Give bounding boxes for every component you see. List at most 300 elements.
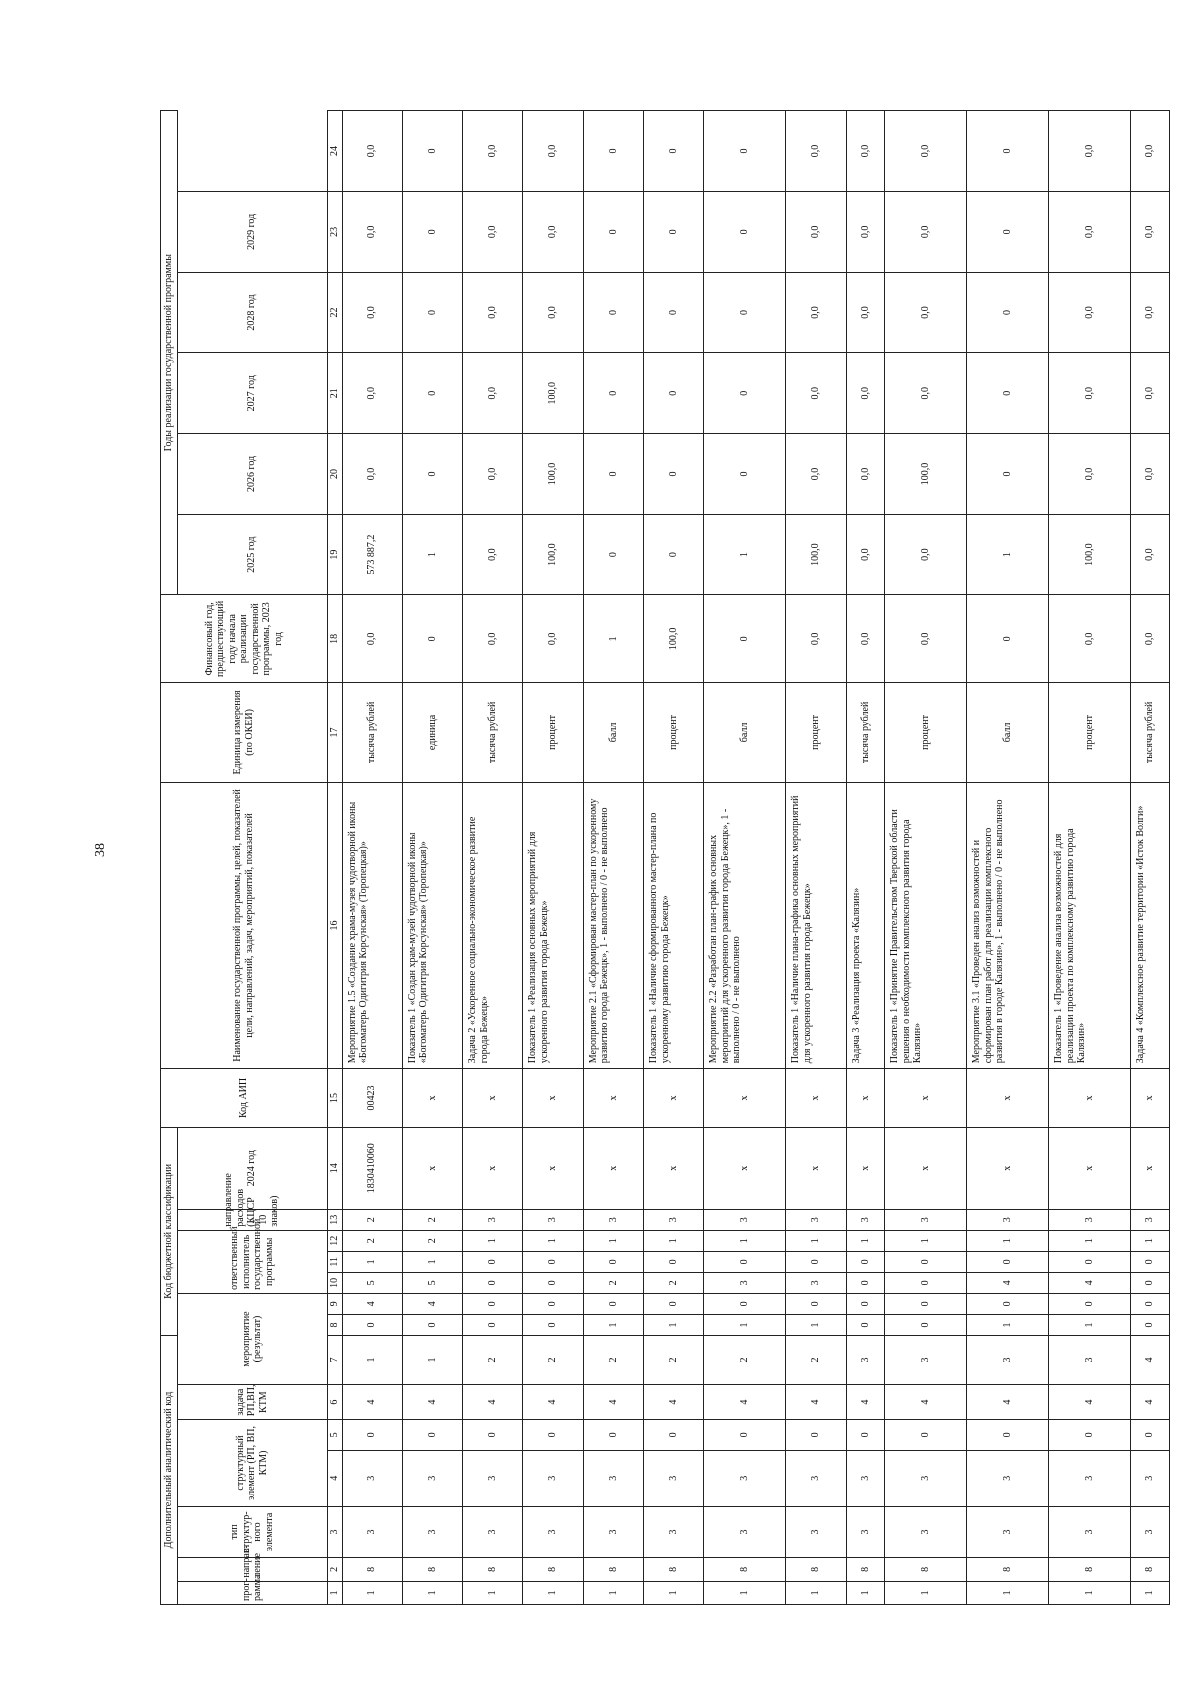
year-value-cell: 0 (967, 111, 1049, 192)
code-cell: 3 (644, 1506, 704, 1557)
unit-cell: процент (644, 683, 704, 782)
code-cell: 1 (342, 1581, 402, 1604)
code-cell: 1 (644, 1230, 704, 1251)
year-value-cell: 0,0 (786, 434, 846, 515)
code-cell: 3 (846, 1209, 885, 1230)
year-value-cell: 0,0 (463, 111, 523, 192)
code-cell: 2 (644, 1272, 704, 1293)
year-value-cell: 0 (644, 434, 704, 515)
year-value-cell: 1 (704, 514, 786, 595)
year-value-cell: 100,0 (523, 353, 583, 434)
column-number: 21 (327, 353, 342, 434)
year-value-cell: 0 (704, 111, 786, 192)
year-value-cell: 0 (402, 191, 462, 272)
code-cell: 4 (786, 1385, 846, 1420)
year-2023-cell: 0,0 (786, 595, 846, 683)
header-name: Наименование государственной программы, целей, показателей цели, направлений, задач, мероприятий, показателей (161, 782, 328, 1069)
unit-cell: процент (523, 683, 583, 782)
table-row (1131, 111, 1170, 1605)
code-cell: 1 (463, 1581, 523, 1604)
code-cell: 8 (1131, 1558, 1170, 1581)
code-cell: 3 (644, 1209, 704, 1230)
code-cell: 4 (342, 1385, 402, 1420)
name-cell: Мероприятие 2.1 «Сформирован мастер-план по ускоренному развитию города Бежецк», 1 - выполнено / 0 - не выполнено (583, 782, 643, 1069)
name-cell: Показатель 1 «Создан храм-музей чудотворной иконы «Богоматерь Одигитрия Корсунская» (Торопецкая)» (402, 782, 462, 1069)
column-number: 24 (327, 111, 342, 192)
code-cell: 3 (463, 1450, 523, 1506)
code-cell: 3 (967, 1506, 1049, 1557)
code-cell: 1 (1131, 1581, 1170, 1604)
aip-cell: x (402, 1069, 462, 1127)
code-cell: 3 (704, 1450, 786, 1506)
code-cell: 1 (644, 1581, 704, 1604)
table-row (644, 111, 704, 1605)
aip-cell: x (583, 1069, 643, 1127)
year-value-cell: 0,0 (523, 111, 583, 192)
year-value-cell: 0,0 (342, 111, 402, 192)
year-value-cell: 0 (402, 111, 462, 192)
code-cell: 0 (885, 1314, 967, 1335)
code-cell: 0 (846, 1420, 885, 1450)
aip-cell: x (1131, 1069, 1170, 1127)
code-cell: 3 (885, 1335, 967, 1384)
kcsr-cell: x (786, 1127, 846, 1209)
column-number: 18 (327, 595, 342, 683)
kcsr-cell: x (402, 1127, 462, 1209)
code-cell: 1 (885, 1230, 967, 1251)
year-value-cell: 0 (967, 272, 1049, 353)
code-cell: 0 (786, 1293, 846, 1314)
code-cell: 1 (704, 1230, 786, 1251)
column-number-row (327, 111, 342, 1605)
year-value-cell: 1 (402, 514, 462, 595)
year-value-cell: 0,0 (342, 191, 402, 272)
year-value-cell: 0,0 (342, 272, 402, 353)
code-cell: 0 (463, 1293, 523, 1314)
aip-cell: 00423 (342, 1069, 402, 1127)
code-cell: 0 (463, 1272, 523, 1293)
header-year-2024: 2024 год (177, 1127, 327, 1209)
unit-cell: балл (704, 683, 786, 782)
column-number: 15 (327, 1069, 342, 1127)
code-cell: 0 (523, 1314, 583, 1335)
year-value-cell: 0 (967, 191, 1049, 272)
code-cell: 3 (786, 1272, 846, 1293)
name-cell: Мероприятие 1.5 «Создание храма-музея чудотворной иконы «Богоматерь Одигитрия Корсунская» (Торопецкая)» (342, 782, 402, 1069)
unit-cell: тысяча рублей (342, 683, 402, 782)
code-cell: 4 (463, 1385, 523, 1420)
code-cell: 3 (885, 1209, 967, 1230)
year-value-cell: 0 (583, 514, 643, 595)
code-cell: 4 (644, 1385, 704, 1420)
header-additional-code: Дополнительный аналитический код (161, 1335, 178, 1604)
code-cell: 3 (523, 1506, 583, 1557)
code-cell: 3 (583, 1450, 643, 1506)
column-number: 20 (327, 434, 342, 515)
kcsr-cell: x (885, 1127, 967, 1209)
code-cell: 2 (786, 1335, 846, 1384)
code-cell: 1 (402, 1335, 462, 1384)
code-cell: 3 (885, 1450, 967, 1506)
year-2023-cell: 0,0 (1049, 595, 1131, 683)
year-value-cell: 100,0 (1049, 514, 1131, 595)
code-cell: 3 (704, 1506, 786, 1557)
code-cell: 4 (1131, 1385, 1170, 1420)
table-row (523, 111, 583, 1605)
year-value-cell: 0 (583, 111, 643, 192)
code-cell: 3 (1131, 1209, 1170, 1230)
year-value-cell: 0 (704, 191, 786, 272)
code-cell: 2 (644, 1335, 704, 1384)
code-cell: 4 (523, 1385, 583, 1420)
code-cell: 3 (463, 1506, 523, 1557)
code-cell: 0 (1131, 1314, 1170, 1335)
code-cell: 0 (402, 1314, 462, 1335)
header-programma: прог-рамма (177, 1581, 327, 1604)
year-2023-cell: 0 (402, 595, 462, 683)
name-cell: Задача 4 «Комплексное развитие территории «Исток Волги» (1131, 782, 1170, 1069)
table-row (583, 111, 643, 1605)
unit-cell: балл (583, 683, 643, 782)
kcsr-cell: x (523, 1127, 583, 1209)
column-number: 4 (327, 1450, 342, 1506)
code-cell: 2 (342, 1230, 402, 1251)
code-cell: 3 (786, 1209, 846, 1230)
year-value-cell: 0,0 (1131, 434, 1170, 515)
year-value-cell: 0,0 (786, 191, 846, 272)
header-budget-classification: Код бюджетной классификации (161, 1127, 178, 1335)
code-cell: 0 (342, 1314, 402, 1335)
code-cell: 1 (1049, 1230, 1131, 1251)
code-cell: 5 (342, 1272, 402, 1293)
code-cell: 0 (885, 1420, 967, 1450)
header-year-2026: 2026 год (177, 434, 327, 515)
code-cell: 2 (402, 1209, 462, 1230)
code-cell: 0 (967, 1293, 1049, 1314)
code-cell: 1 (846, 1581, 885, 1604)
code-cell: 4 (583, 1385, 643, 1420)
year-value-cell: 100,0 (523, 514, 583, 595)
table-body (342, 111, 1170, 1605)
year-value-cell: 0,0 (885, 353, 967, 434)
column-number: 22 (327, 272, 342, 353)
year-value-cell: 0 (402, 353, 462, 434)
aip-cell: x (1049, 1069, 1131, 1127)
code-cell: 0 (523, 1251, 583, 1272)
unit-cell: процент (1049, 683, 1131, 782)
column-number: 2 (327, 1558, 342, 1581)
code-cell: 0 (967, 1420, 1049, 1450)
year-value-cell: 0,0 (786, 272, 846, 353)
name-cell: Показатель 1 «Реализация основных мероприятий для ускоренного развития города Бежецк» (523, 782, 583, 1069)
name-cell: Задача 2 «Ускоренное социально-экономическое развитие города Бежецк» (463, 782, 523, 1069)
code-cell: 0 (644, 1251, 704, 1272)
code-cell: 0 (644, 1420, 704, 1450)
year-value-cell: 0,0 (885, 111, 967, 192)
year-value-cell: 0 (644, 353, 704, 434)
code-cell: 2 (704, 1335, 786, 1384)
code-cell: 4 (402, 1385, 462, 1420)
code-cell: 1 (342, 1335, 402, 1384)
year-value-cell: 0,0 (1049, 434, 1131, 515)
code-cell: 1 (1049, 1581, 1131, 1604)
code-cell: 2 (523, 1335, 583, 1384)
column-number: 11 (327, 1251, 342, 1272)
table-row (342, 111, 402, 1605)
year-value-cell: 0 (644, 272, 704, 353)
code-cell: 0 (704, 1293, 786, 1314)
code-cell: 8 (583, 1558, 643, 1581)
kcsr-cell: x (846, 1127, 885, 1209)
header-aip-code: Код АИП (161, 1069, 328, 1127)
year-2023-cell: 100,0 (644, 595, 704, 683)
code-cell: 0 (885, 1272, 967, 1293)
code-cell: 3 (523, 1209, 583, 1230)
code-cell: 0 (1131, 1272, 1170, 1293)
code-cell: 0 (644, 1293, 704, 1314)
code-cell: 1 (1049, 1314, 1131, 1335)
year-value-cell: 0,0 (885, 272, 967, 353)
column-number: 12 (327, 1230, 342, 1251)
year-value-cell: 0 (967, 434, 1049, 515)
year-value-cell: 0,0 (1131, 514, 1170, 595)
kcsr-cell: 1830410060 (342, 1127, 402, 1209)
code-cell: 0 (402, 1420, 462, 1450)
code-cell: 4 (885, 1385, 967, 1420)
code-cell: 3 (704, 1272, 786, 1293)
code-cell: 1 (402, 1251, 462, 1272)
column-number: 5 (327, 1420, 342, 1450)
aip-cell: x (644, 1069, 704, 1127)
code-cell: 3 (786, 1506, 846, 1557)
code-cell: 0 (885, 1251, 967, 1272)
aip-cell: x (463, 1069, 523, 1127)
code-cell: 3 (583, 1506, 643, 1557)
code-cell: 3 (1049, 1209, 1131, 1230)
code-cell: 1 (885, 1581, 967, 1604)
header-tip: тип структур-ного элемента (177, 1506, 327, 1557)
year-2023-cell: 0,0 (885, 595, 967, 683)
header-meropriyatie: мероприятие (результат) (177, 1293, 327, 1384)
header-years-group: Годы реализации государственной программы (161, 111, 178, 596)
code-cell: 1 (967, 1230, 1049, 1251)
name-cell: Показатель 1 «Проведение анализа возможностей для реализации проекта по комплексному развитию города Калязин» (1049, 782, 1131, 1069)
year-value-cell: 0,0 (846, 191, 885, 272)
code-cell: 2 (463, 1335, 523, 1384)
header-zadacha: задача РП,ВП, КТМ (177, 1385, 327, 1420)
table-row (704, 111, 786, 1605)
year-value-cell: 0,0 (786, 111, 846, 192)
aip-cell: x (846, 1069, 885, 1127)
header-year-2029: 2029 год (177, 191, 327, 272)
year-2023-cell: 1 (583, 595, 643, 683)
code-cell: 1 (583, 1314, 643, 1335)
column-number: 17 (327, 683, 342, 782)
code-cell: 0 (463, 1251, 523, 1272)
code-cell: 0 (463, 1420, 523, 1450)
name-cell: Мероприятие 2.2 «Разработан план-график основных мероприятий для ускоренного развития города Бежецк», 1 - выполнено / 0 - не выполнено (704, 782, 786, 1069)
year-value-cell: 100,0 (786, 514, 846, 595)
code-cell: 0 (885, 1293, 967, 1314)
header-financial-year: Финансовый год, предшествующий году начала реализации государственной программы, 2023 год (161, 595, 328, 683)
year-2023-cell: 0,0 (342, 595, 402, 683)
column-number: 3 (327, 1506, 342, 1557)
year-2023-cell: 0 (967, 595, 1049, 683)
year-value-cell: 0,0 (463, 514, 523, 595)
code-cell: 3 (846, 1506, 885, 1557)
column-number: 8 (327, 1314, 342, 1335)
aip-cell: x (704, 1069, 786, 1127)
code-cell: 4 (967, 1272, 1049, 1293)
code-cell: 0 (846, 1314, 885, 1335)
aip-cell: x (786, 1069, 846, 1127)
table-row (463, 111, 523, 1605)
code-cell: 4 (846, 1385, 885, 1420)
code-cell: 0 (967, 1251, 1049, 1272)
code-cell: 3 (704, 1209, 786, 1230)
year-value-cell: 0,0 (1131, 111, 1170, 192)
code-cell: 1 (704, 1314, 786, 1335)
table-row (786, 111, 846, 1605)
code-cell: 4 (342, 1293, 402, 1314)
code-cell: 1 (342, 1251, 402, 1272)
code-cell: 1 (583, 1230, 643, 1251)
code-cell: 8 (463, 1558, 523, 1581)
code-cell: 0 (523, 1293, 583, 1314)
year-2023-cell: 0,0 (523, 595, 583, 683)
code-cell: 4 (402, 1293, 462, 1314)
code-cell: 8 (704, 1558, 786, 1581)
year-value-cell: 0,0 (885, 191, 967, 272)
code-cell: 3 (583, 1209, 643, 1230)
aip-cell: x (967, 1069, 1049, 1127)
code-cell: 1 (1131, 1230, 1170, 1251)
year-value-cell: 0,0 (846, 272, 885, 353)
code-cell: 1 (967, 1581, 1049, 1604)
name-cell: Задача 3 «Реализация проекта «Калязин» (846, 782, 885, 1069)
code-cell: 8 (967, 1558, 1049, 1581)
code-cell: 0 (342, 1420, 402, 1450)
code-cell: 8 (1049, 1558, 1131, 1581)
year-value-cell: 0,0 (523, 191, 583, 272)
year-value-cell: 0,0 (1131, 191, 1170, 272)
column-number: 6 (327, 1385, 342, 1420)
code-cell: 2 (583, 1335, 643, 1384)
code-cell: 1 (583, 1581, 643, 1604)
table-row (885, 111, 967, 1605)
header-year-2028: 2028 год (177, 272, 327, 353)
year-value-cell: 0,0 (1131, 272, 1170, 353)
code-cell: 4 (704, 1385, 786, 1420)
code-cell: 4 (967, 1385, 1049, 1420)
code-cell: 3 (1049, 1335, 1131, 1384)
code-cell: 8 (402, 1558, 462, 1581)
column-number: 7 (327, 1335, 342, 1384)
code-cell: 3 (342, 1506, 402, 1557)
year-value-cell: 0 (704, 272, 786, 353)
column-number: 10 (327, 1272, 342, 1293)
code-cell: 1 (786, 1314, 846, 1335)
code-cell: 3 (885, 1506, 967, 1557)
year-value-cell: 0,0 (1131, 353, 1170, 434)
code-cell: 5 (402, 1272, 462, 1293)
code-cell: 3 (1131, 1506, 1170, 1557)
year-value-cell: 0,0 (846, 514, 885, 595)
code-cell: 2 (583, 1272, 643, 1293)
code-cell: 3 (967, 1450, 1049, 1506)
code-cell: 0 (1131, 1293, 1170, 1314)
unit-cell: тысяча рублей (1131, 683, 1170, 782)
code-cell: 3 (402, 1450, 462, 1506)
code-cell: 8 (786, 1558, 846, 1581)
code-cell: 3 (786, 1450, 846, 1506)
code-cell: 1 (463, 1230, 523, 1251)
program-table (160, 110, 1170, 1605)
year-value-cell: 0,0 (463, 272, 523, 353)
code-cell: 3 (1131, 1450, 1170, 1506)
table-row (846, 111, 885, 1605)
year-2023-cell: 0,0 (846, 595, 885, 683)
table-row (967, 111, 1049, 1605)
code-cell: 3 (342, 1450, 402, 1506)
aip-cell: x (885, 1069, 967, 1127)
year-value-cell: 0 (644, 191, 704, 272)
code-cell: 3 (644, 1450, 704, 1506)
code-cell: 3 (402, 1506, 462, 1557)
year-value-cell: 0,0 (1049, 191, 1131, 272)
unit-cell: тысяча рублей (463, 683, 523, 782)
code-cell: 3 (523, 1450, 583, 1506)
code-cell: 0 (523, 1272, 583, 1293)
unit-cell: балл (967, 683, 1049, 782)
column-number: 16 (327, 782, 342, 1069)
kcsr-cell: x (463, 1127, 523, 1209)
code-cell: 1 (644, 1314, 704, 1335)
year-value-cell: 0,0 (846, 434, 885, 515)
code-cell: 0 (1049, 1251, 1131, 1272)
code-cell: 0 (786, 1420, 846, 1450)
code-cell: 8 (523, 1558, 583, 1581)
name-cell: Показатель 1 «Наличие сформированного мастер-плана по ускоренному развитию города Бежецк» (644, 782, 704, 1069)
code-cell: 8 (342, 1558, 402, 1581)
code-cell: 8 (644, 1558, 704, 1581)
year-value-cell: 1 (967, 514, 1049, 595)
kcsr-cell: x (644, 1127, 704, 1209)
code-cell: 0 (523, 1420, 583, 1450)
code-cell: 1 (846, 1230, 885, 1251)
year-value-cell: 0,0 (846, 353, 885, 434)
header-unit: Единица измерения (по ОКЕИ) (161, 683, 328, 782)
year-value-cell: 0,0 (1049, 272, 1131, 353)
kcsr-cell: x (1131, 1127, 1170, 1209)
header-struct: структурный элемент (РП, ВП, КТМ) (177, 1420, 327, 1507)
code-cell: 2 (402, 1230, 462, 1251)
code-cell: 0 (1131, 1420, 1170, 1450)
year-value-cell: 0 (967, 353, 1049, 434)
year-value-cell: 0 (583, 353, 643, 434)
header-year-2025: 2025 год (177, 514, 327, 595)
year-value-cell: 0 (583, 434, 643, 515)
code-cell: 0 (846, 1293, 885, 1314)
unit-cell: процент (786, 683, 846, 782)
year-value-cell: 0 (402, 434, 462, 515)
unit-cell: единица (402, 683, 462, 782)
year-value-cell: 0 (704, 434, 786, 515)
name-cell: Показатель 1 «Наличие плана-графика основных мероприятий для ускоренного развития города Бежецк» (786, 782, 846, 1069)
year-value-cell: 100,0 (885, 434, 967, 515)
year-value-cell: 0,0 (463, 434, 523, 515)
code-cell: 3 (967, 1209, 1049, 1230)
